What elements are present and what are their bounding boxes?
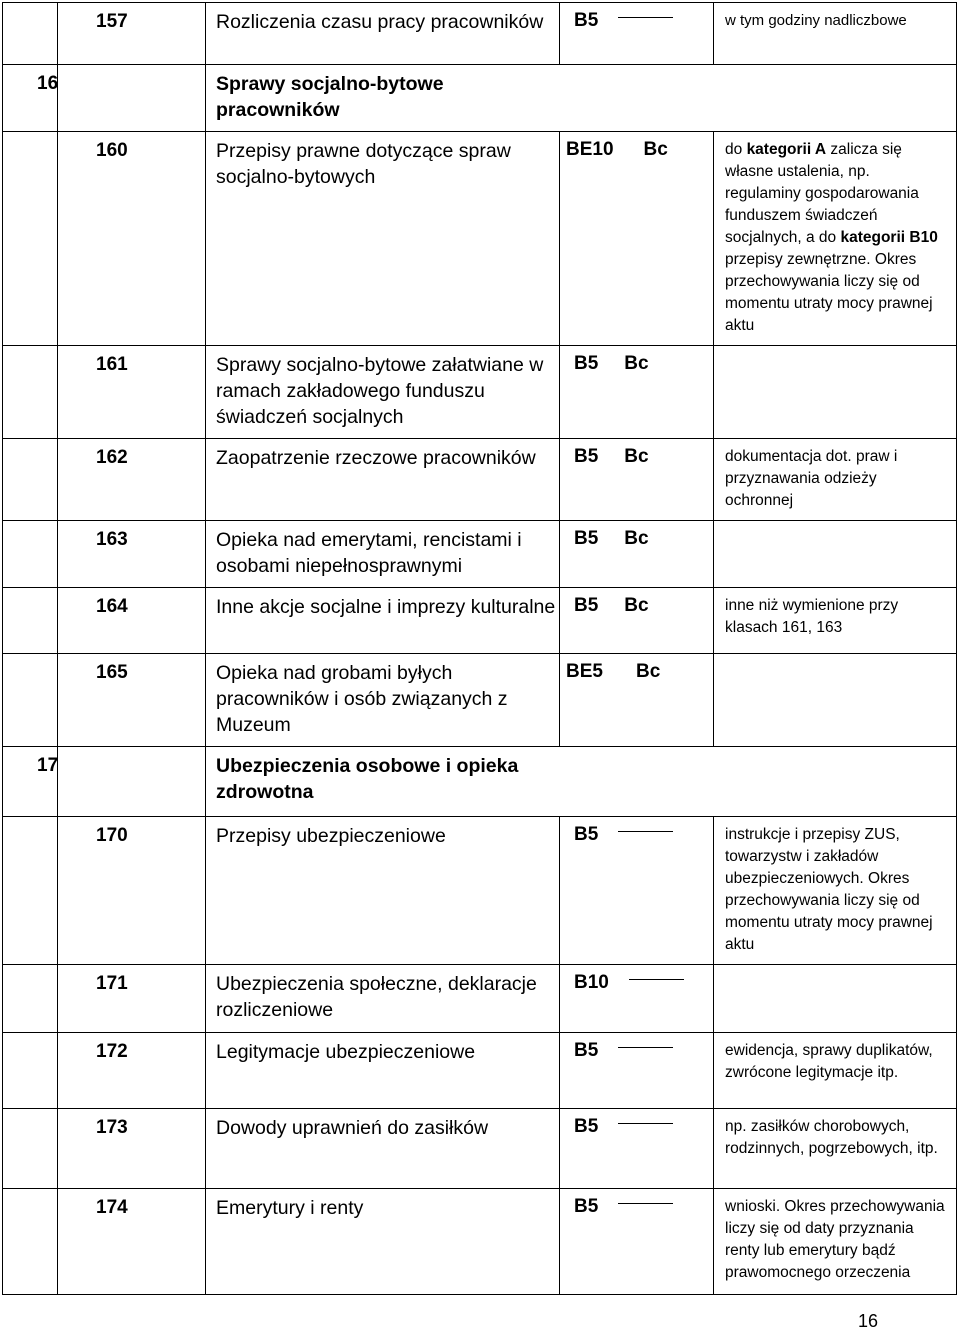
class-row: [3, 1109, 957, 1189]
empty-cell: [3, 1109, 58, 1189]
dash-line: [629, 979, 684, 980]
dash-line: [618, 1123, 673, 1124]
class-symbol-cell: [58, 588, 206, 654]
category-value: [560, 1109, 713, 1138]
category-secondary: Bc: [624, 446, 649, 467]
note-text: przepisy zewnętrzne. Okres przechowywania liczy się od momentu utraty mocy prawnej aktu: [725, 251, 933, 334]
class-row: [3, 965, 957, 1033]
category-primary: BE10: [566, 139, 614, 160]
dash-line: [618, 1203, 673, 1204]
class-symbol: 170: [96, 825, 128, 846]
empty-cell: [3, 654, 58, 747]
class-note: instrukcje i przepisy ZUS, towarzystw i zakładów ubezpieczeniowych. Okres przechowywania liczy się od momentu utraty mocy prawnej aktu: [725, 826, 933, 953]
class-title: Zaopatrzenie rzeczowe pracowników: [216, 447, 536, 469]
note-cell: [714, 3, 957, 65]
note-cell: [714, 965, 957, 1033]
empty-cell: [3, 1189, 58, 1295]
class-symbol-cell: [58, 965, 206, 1033]
class-note: np. zasiłków chorobowych, rodzinnych, pogrzebowych, itp.: [725, 1118, 938, 1157]
class-title-cell: [206, 817, 560, 965]
empty-cell: [3, 439, 58, 521]
category-value: [560, 654, 713, 683]
empty-cell: [3, 346, 58, 439]
class-title-cell: [206, 132, 560, 346]
empty-cell: [3, 817, 58, 965]
note-emphasis: kategorii A: [746, 141, 827, 158]
category-primary: B5: [574, 353, 599, 374]
category-cell: [560, 1033, 714, 1109]
class-row: [3, 817, 957, 965]
class-title: Rozliczenia czasu pracy pracowników: [216, 11, 544, 33]
group-title-cell: [206, 747, 957, 817]
category-cell: [560, 132, 714, 346]
class-symbol: 163: [96, 529, 128, 550]
category-cell: [560, 1189, 714, 1295]
class-row: [3, 3, 957, 65]
group-row: [3, 65, 957, 132]
page-number: 16: [858, 1311, 879, 1331]
category-primary: B5: [574, 824, 599, 845]
category-value: [560, 1189, 713, 1218]
category-value: [560, 817, 713, 846]
category-primary: B5: [574, 1116, 599, 1137]
note-cell: [714, 1189, 957, 1295]
empty-cell: [3, 3, 58, 65]
note-cell: [714, 132, 957, 346]
class-symbol: 164: [96, 596, 128, 617]
class-symbol: 172: [96, 1041, 128, 1062]
class-symbol-cell: [58, 521, 206, 588]
class-row: [3, 1189, 957, 1295]
category-primary: BE5: [566, 661, 603, 682]
group-title: Ubezpieczenia osobowe i opieka zdrowotna: [216, 755, 519, 803]
class-note: [714, 521, 956, 536]
empty-cell: [58, 65, 206, 132]
class-title: Emerytury i renty: [216, 1197, 364, 1219]
class-row: [3, 588, 957, 654]
class-symbol-cell: [58, 654, 206, 747]
group-title-cell: [206, 65, 957, 132]
class-symbol-cell: [58, 1189, 206, 1295]
note-cell: [714, 439, 957, 521]
class-title-cell: [206, 1033, 560, 1109]
category-cell: [560, 521, 714, 588]
note-cell: [714, 346, 957, 439]
class-symbol: 174: [96, 1197, 128, 1218]
class-row: [3, 346, 957, 439]
class-row: [3, 132, 957, 346]
class-note: wnioski. Okres przechowywania liczy się od daty przyznania renty lub emerytury bądź prawomocnego orzeczenia: [725, 1198, 945, 1281]
category-value: [560, 346, 713, 375]
note-cell: [714, 521, 957, 588]
category-value: [560, 1033, 713, 1062]
category-cell: [560, 439, 714, 521]
empty-cell: [3, 965, 58, 1033]
category-value: [560, 588, 713, 617]
category-cell: [560, 965, 714, 1033]
class-title-cell: [206, 588, 560, 654]
class-title: Legitymacje ubezpieczeniowe: [216, 1041, 476, 1063]
category-secondary: Bc: [624, 353, 649, 374]
class-row: [3, 521, 957, 588]
category-primary: B10: [574, 972, 609, 993]
dash-line: [618, 17, 673, 18]
category-value: [560, 521, 713, 550]
class-symbol: 157: [96, 11, 128, 32]
note-cell: [714, 588, 957, 654]
class-note: [714, 132, 956, 345]
class-title: Sprawy socjalno-bytowe załatwiane w ramach zakładowego funduszu świadczeń socjalnych: [216, 354, 544, 428]
class-note: w tym godziny nadliczbowe: [725, 12, 907, 29]
class-title-cell: [206, 346, 560, 439]
class-row: [3, 439, 957, 521]
class-row: [3, 1033, 957, 1109]
group-number: 17: [37, 755, 59, 776]
note-cell: [714, 654, 957, 747]
note-text: zalicza się własne ustalenia, np. regulaminy gospodarowania funduszem świadczeń socjalnych, a do: [725, 141, 919, 246]
dash-line: [618, 1047, 673, 1048]
class-title-cell: [206, 654, 560, 747]
category-primary: B5: [574, 1040, 599, 1061]
class-symbol-cell: [58, 1109, 206, 1189]
note-cell: [714, 1033, 957, 1109]
category-cell: [560, 817, 714, 965]
class-symbol: 161: [96, 354, 128, 375]
class-note: [714, 965, 956, 980]
class-title: Opieka nad grobami byłych pracowników i osób związanych z Muzeum: [216, 662, 508, 736]
category-secondary: Bc: [624, 528, 649, 549]
class-title-cell: [206, 521, 560, 588]
class-title: Przepisy prawne dotyczące spraw socjalno-bytowych: [216, 140, 511, 188]
empty-cell: [58, 747, 206, 817]
class-symbol: 165: [96, 662, 128, 683]
category-secondary: Bc: [643, 139, 668, 160]
group-number-cell: [3, 65, 58, 132]
class-row: [3, 654, 957, 747]
category-secondary: Bc: [624, 595, 649, 616]
note-text: do: [725, 141, 747, 158]
group-row: [3, 747, 957, 817]
category-cell: [560, 588, 714, 654]
empty-cell: [3, 588, 58, 654]
class-symbol: 171: [96, 973, 128, 994]
category-primary: B5: [574, 446, 599, 467]
class-title: Ubezpieczenia społeczne, deklaracje rozliczeniowe: [216, 973, 537, 1021]
class-symbol: 162: [96, 447, 128, 468]
category-primary: B5: [574, 10, 599, 31]
class-symbol-cell: [58, 346, 206, 439]
category-cell: [560, 346, 714, 439]
class-title-cell: [206, 1189, 560, 1295]
class-symbol-cell: [58, 817, 206, 965]
class-note: [714, 654, 956, 669]
empty-cell: [3, 132, 58, 346]
class-note: inne niż wymienione przy klasach 161, 163: [725, 597, 899, 636]
category-cell: [560, 1109, 714, 1189]
category-value: [560, 965, 713, 994]
class-symbol-cell: [58, 1033, 206, 1109]
group-number: 16: [37, 73, 59, 94]
category-secondary: Bc: [635, 661, 661, 682]
class-title-cell: [206, 3, 560, 65]
category-primary: B5: [574, 595, 599, 616]
class-title: Opieka nad emerytami, rencistami i osobami niepełnosprawnymi: [216, 529, 522, 577]
category-cell: [560, 654, 714, 747]
empty-cell: [3, 1033, 58, 1109]
class-note: dokumentacja dot. praw i przyznawania odzieży ochronnej: [725, 448, 898, 509]
category-primary: B5: [574, 528, 599, 549]
class-note: ewidencja, sprawy duplikatów, zwrócone legitymacje itp.: [725, 1042, 933, 1081]
category-value: [560, 132, 713, 161]
class-title-cell: [206, 965, 560, 1033]
note-cell: [714, 1109, 957, 1189]
group-number-cell: [3, 747, 58, 817]
class-title: Dowody uprawnień do zasiłków: [216, 1117, 489, 1139]
class-symbol: 160: [96, 140, 128, 161]
class-symbol-cell: [58, 132, 206, 346]
category-cell: [560, 3, 714, 65]
class-symbol-cell: [58, 3, 206, 65]
class-title-cell: [206, 1109, 560, 1189]
class-title-cell: [206, 439, 560, 521]
class-title: Inne akcje socjalne i imprezy kulturalne: [216, 596, 556, 618]
class-note: [714, 346, 956, 361]
category-value: [560, 3, 713, 32]
category-value: [560, 439, 713, 468]
dash-line: [618, 831, 673, 832]
note-emphasis: kategorii B10: [840, 229, 938, 246]
retention-schedule-table: [2, 2, 956, 1295]
note-cell: [714, 817, 957, 965]
class-symbol-cell: [58, 439, 206, 521]
class-symbol: 173: [96, 1117, 128, 1138]
group-title: Sprawy socjalno-bytowe pracowników: [216, 73, 444, 121]
category-primary: B5: [574, 1196, 599, 1217]
class-title: Przepisy ubezpieczeniowe: [216, 825, 446, 847]
empty-cell: [3, 521, 58, 588]
